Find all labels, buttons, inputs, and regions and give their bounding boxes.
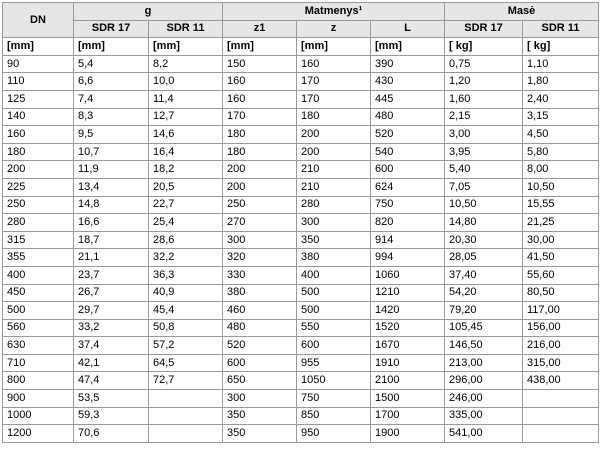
cell-g-sdr11: 32,2 — [149, 249, 223, 267]
unit-mase-sdr11 — [523, 38, 599, 56]
cell-l: 2100 — [371, 372, 445, 390]
cell-z1: 200 — [223, 178, 297, 196]
cell-mase-sdr17: 3,95 — [445, 143, 523, 161]
cell-g-sdr11: 10,0 — [149, 73, 223, 91]
header-row-units — [3, 38, 599, 56]
cell-dn: 125 — [3, 90, 74, 108]
cell-l: 1910 — [371, 354, 445, 372]
cell-dn: 140 — [3, 108, 74, 126]
cell-mase-sdr17: 105,45 — [445, 319, 523, 337]
cell-mase-sdr17: 10,50 — [445, 196, 523, 214]
cell-mase-sdr17: 246,00 — [445, 390, 523, 408]
cell-dn: 560 — [3, 319, 74, 337]
cell-l: 1500 — [371, 390, 445, 408]
cell-l: 1900 — [371, 425, 445, 443]
header-dn: DN — [3, 3, 74, 38]
table-row — [3, 108, 599, 126]
table-row — [3, 73, 599, 91]
cell-z: 380 — [297, 249, 371, 267]
header-sub-z1: z1 — [223, 20, 297, 38]
table-row — [3, 231, 599, 249]
header-sub-l: L — [371, 20, 445, 38]
table-row — [3, 372, 599, 390]
cell-g-sdr17: 7,4 — [74, 90, 149, 108]
cell-mase-sdr17: 79,20 — [445, 302, 523, 320]
cell-l: 1060 — [371, 266, 445, 284]
cell-g-sdr17: 13,4 — [74, 178, 149, 196]
cell-z1: 200 — [223, 161, 297, 179]
unit-z1: [mm] — [223, 38, 297, 56]
cell-z: 210 — [297, 161, 371, 179]
cell-z1: 300 — [223, 390, 297, 408]
cell-dn: 355 — [3, 249, 74, 267]
cell-z: 210 — [297, 178, 371, 196]
cell-g-sdr17: 9,5 — [74, 126, 149, 144]
cell-g-sdr17: 26,7 — [74, 284, 149, 302]
cell-mase-sdr17: 541,00 — [445, 425, 523, 443]
cell-z1: 330 — [223, 266, 297, 284]
cell-g-sdr17: 6,6 — [74, 73, 149, 91]
cell-z1: 180 — [223, 126, 297, 144]
header-sub-mase-sdr17: SDR 17 — [445, 20, 523, 38]
cell-mase-sdr11: 1,80 — [523, 73, 599, 91]
table-body — [3, 55, 599, 442]
cell-dn: 800 — [3, 372, 74, 390]
cell-mase-sdr11: 156,00 — [523, 319, 599, 337]
cell-mase-sdr11: 1,10 — [523, 55, 599, 73]
cell-z: 500 — [297, 284, 371, 302]
cell-mase-sdr17: 5,40 — [445, 161, 523, 179]
cell-mase-sdr11 — [523, 407, 599, 425]
cell-mase-sdr11: 2,40 — [523, 90, 599, 108]
cell-dn: 500 — [3, 302, 74, 320]
cell-z1: 250 — [223, 196, 297, 214]
cell-z: 160 — [297, 55, 371, 73]
table-row — [3, 196, 599, 214]
cell-z: 200 — [297, 126, 371, 144]
header-row-groups — [3, 3, 599, 21]
cell-z1: 350 — [223, 407, 297, 425]
cell-dn: 450 — [3, 284, 74, 302]
cell-g-sdr17: 42,1 — [74, 354, 149, 372]
table-row — [3, 425, 599, 443]
cell-g-sdr11: 18,2 — [149, 161, 223, 179]
cell-l: 520 — [371, 126, 445, 144]
cell-g-sdr17: 53,5 — [74, 390, 149, 408]
cell-z1: 380 — [223, 284, 297, 302]
table-row — [3, 302, 599, 320]
cell-dn: 710 — [3, 354, 74, 372]
cell-l: 750 — [371, 196, 445, 214]
cell-g-sdr17: 16,6 — [74, 214, 149, 232]
table-row — [3, 126, 599, 144]
cell-l: 430 — [371, 73, 445, 91]
table-row — [3, 354, 599, 372]
header-matmenys: Matmenys¹ — [223, 3, 445, 21]
table-container — [2, 2, 599, 443]
header-sub-mase-sdr11: SDR 11 — [523, 20, 599, 38]
cell-mase-sdr11 — [523, 425, 599, 443]
cell-g-sdr17: 23,7 — [74, 266, 149, 284]
cell-g-sdr17: 21,1 — [74, 249, 149, 267]
unit-z: [mm] — [297, 38, 371, 56]
cell-z1: 350 — [223, 425, 297, 443]
cell-mase-sdr17: 1,20 — [445, 73, 523, 91]
table-row — [3, 178, 599, 196]
cell-mase-sdr11: 117,00 — [523, 302, 599, 320]
cell-dn: 400 — [3, 266, 74, 284]
table-row — [3, 390, 599, 408]
cell-l: 480 — [371, 108, 445, 126]
cell-z1: 600 — [223, 354, 297, 372]
cell-g-sdr11 — [149, 390, 223, 408]
cell-mase-sdr17: 335,00 — [445, 407, 523, 425]
cell-z: 600 — [297, 337, 371, 355]
cell-dn: 280 — [3, 214, 74, 232]
cell-z: 1050 — [297, 372, 371, 390]
cell-g-sdr11: 50,8 — [149, 319, 223, 337]
cell-l: 994 — [371, 249, 445, 267]
table-row — [3, 90, 599, 108]
cell-z: 750 — [297, 390, 371, 408]
unit-bracket: [ — [449, 39, 453, 52]
cell-g-sdr11: 11,4 — [149, 90, 223, 108]
cell-g-sdr11 — [149, 407, 223, 425]
cell-mase-sdr11: 80,50 — [523, 284, 599, 302]
dimensions-table — [2, 2, 599, 443]
cell-mase-sdr17: 3,00 — [445, 126, 523, 144]
table-row — [3, 143, 599, 161]
cell-dn: 1000 — [3, 407, 74, 425]
cell-mase-sdr17: 54,20 — [445, 284, 523, 302]
header-mase: Masė — [445, 3, 599, 21]
cell-z: 400 — [297, 266, 371, 284]
cell-g-sdr17: 59,3 — [74, 407, 149, 425]
cell-mase-sdr17: 14,80 — [445, 214, 523, 232]
cell-mase-sdr17: 7,05 — [445, 178, 523, 196]
cell-dn: 90 — [3, 55, 74, 73]
cell-dn: 630 — [3, 337, 74, 355]
header-sub-sdr17: SDR 17 — [74, 20, 149, 38]
cell-dn: 200 — [3, 161, 74, 179]
cell-l: 445 — [371, 90, 445, 108]
cell-z: 500 — [297, 302, 371, 320]
cell-mase-sdr17: 0,75 — [445, 55, 523, 73]
cell-l: 540 — [371, 143, 445, 161]
cell-dn: 160 — [3, 126, 74, 144]
cell-mase-sdr11: 5,80 — [523, 143, 599, 161]
cell-z1: 180 — [223, 143, 297, 161]
cell-mase-sdr11: 315,00 — [523, 354, 599, 372]
cell-z1: 270 — [223, 214, 297, 232]
cell-g-sdr11: 25,4 — [149, 214, 223, 232]
cell-z1: 650 — [223, 372, 297, 390]
cell-mase-sdr11: 4,50 — [523, 126, 599, 144]
cell-g-sdr11: 36,3 — [149, 266, 223, 284]
cell-z: 300 — [297, 214, 371, 232]
header-row-sub — [3, 20, 599, 38]
cell-l: 1210 — [371, 284, 445, 302]
cell-z: 950 — [297, 425, 371, 443]
cell-g-sdr17: 8,3 — [74, 108, 149, 126]
cell-z: 850 — [297, 407, 371, 425]
cell-z1: 170 — [223, 108, 297, 126]
cell-mase-sdr11: 10,50 — [523, 178, 599, 196]
cell-mase-sdr17: 20,30 — [445, 231, 523, 249]
cell-g-sdr11 — [149, 425, 223, 443]
table-row — [3, 214, 599, 232]
table-row — [3, 284, 599, 302]
cell-g-sdr17: 47,4 — [74, 372, 149, 390]
cell-l: 914 — [371, 231, 445, 249]
table-row — [3, 337, 599, 355]
cell-mase-sdr17: 146,50 — [445, 337, 523, 355]
cell-mase-sdr17: 2,15 — [445, 108, 523, 126]
cell-dn: 250 — [3, 196, 74, 214]
cell-g-sdr17: 70,6 — [74, 425, 149, 443]
cell-g-sdr17: 14,8 — [74, 196, 149, 214]
cell-z: 350 — [297, 231, 371, 249]
table-row — [3, 407, 599, 425]
cell-z1: 320 — [223, 249, 297, 267]
cell-mase-sdr11: 15,55 — [523, 196, 599, 214]
cell-l: 390 — [371, 55, 445, 73]
cell-z: 955 — [297, 354, 371, 372]
cell-g-sdr11: 40,9 — [149, 284, 223, 302]
cell-dn: 225 — [3, 178, 74, 196]
cell-z: 280 — [297, 196, 371, 214]
cell-z1: 150 — [223, 55, 297, 73]
cell-z: 170 — [297, 73, 371, 91]
cell-z1: 160 — [223, 73, 297, 91]
cell-mase-sdr11: 3,15 — [523, 108, 599, 126]
header-g: g — [74, 3, 223, 21]
cell-g-sdr11: 45,4 — [149, 302, 223, 320]
cell-dn: 180 — [3, 143, 74, 161]
cell-z: 200 — [297, 143, 371, 161]
cell-z1: 520 — [223, 337, 297, 355]
cell-g-sdr11: 28,6 — [149, 231, 223, 249]
header-sub-sdr11: SDR 11 — [149, 20, 223, 38]
unit-bracket: [ — [527, 39, 531, 52]
cell-g-sdr17: 37,4 — [74, 337, 149, 355]
cell-z1: 480 — [223, 319, 297, 337]
cell-g-sdr11: 8,2 — [149, 55, 223, 73]
cell-z1: 460 — [223, 302, 297, 320]
cell-g-sdr11: 16,4 — [149, 143, 223, 161]
cell-mase-sdr11: 21,25 — [523, 214, 599, 232]
cell-dn: 900 — [3, 390, 74, 408]
cell-g-sdr11: 20,5 — [149, 178, 223, 196]
table-row — [3, 266, 599, 284]
cell-g-sdr17: 11,9 — [74, 161, 149, 179]
cell-g-sdr17: 29,7 — [74, 302, 149, 320]
cell-mase-sdr11: 216,00 — [523, 337, 599, 355]
cell-g-sdr17: 33,2 — [74, 319, 149, 337]
cell-l: 1700 — [371, 407, 445, 425]
cell-z: 180 — [297, 108, 371, 126]
cell-z1: 160 — [223, 90, 297, 108]
cell-mase-sdr11: 41,50 — [523, 249, 599, 267]
cell-mase-sdr11: 8,00 — [523, 161, 599, 179]
cell-mase-sdr17: 37,40 — [445, 266, 523, 284]
cell-z: 550 — [297, 319, 371, 337]
cell-g-sdr11: 57,2 — [149, 337, 223, 355]
unit-g-sdr11: [mm] — [149, 38, 223, 56]
cell-mase-sdr17: 1,60 — [445, 90, 523, 108]
cell-l: 624 — [371, 178, 445, 196]
cell-mase-sdr11: 30,00 — [523, 231, 599, 249]
cell-l: 820 — [371, 214, 445, 232]
cell-g-sdr11: 72,7 — [149, 372, 223, 390]
table-row — [3, 319, 599, 337]
cell-l: 1420 — [371, 302, 445, 320]
cell-g-sdr17: 10,7 — [74, 143, 149, 161]
cell-mase-sdr17: 296,00 — [445, 372, 523, 390]
cell-l: 1670 — [371, 337, 445, 355]
cell-g-sdr11: 22,7 — [149, 196, 223, 214]
cell-g-sdr17: 18,7 — [74, 231, 149, 249]
cell-z: 170 — [297, 90, 371, 108]
unit-mase-sdr17 — [445, 38, 523, 56]
cell-g-sdr11: 14,6 — [149, 126, 223, 144]
cell-mase-sdr17: 28,05 — [445, 249, 523, 267]
cell-dn: 315 — [3, 231, 74, 249]
cell-mase-sdr17: 213,00 — [445, 354, 523, 372]
unit-dn: [mm] — [3, 38, 74, 56]
unit-l: [mm] — [371, 38, 445, 56]
cell-mase-sdr11 — [523, 390, 599, 408]
cell-g-sdr17: 5,4 — [74, 55, 149, 73]
table-row — [3, 161, 599, 179]
cell-mase-sdr11: 55,60 — [523, 266, 599, 284]
cell-g-sdr11: 12,7 — [149, 108, 223, 126]
table-row — [3, 55, 599, 73]
header-sub-z: z — [297, 20, 371, 38]
unit-kg: kg] — [533, 39, 551, 52]
cell-l: 600 — [371, 161, 445, 179]
cell-mase-sdr11: 438,00 — [523, 372, 599, 390]
table-row — [3, 249, 599, 267]
cell-g-sdr11: 64,5 — [149, 354, 223, 372]
unit-kg: kg] — [455, 39, 473, 52]
cell-dn: 1200 — [3, 425, 74, 443]
cell-l: 1520 — [371, 319, 445, 337]
cell-z1: 300 — [223, 231, 297, 249]
cell-dn: 110 — [3, 73, 74, 91]
unit-g-sdr17: [mm] — [74, 38, 149, 56]
